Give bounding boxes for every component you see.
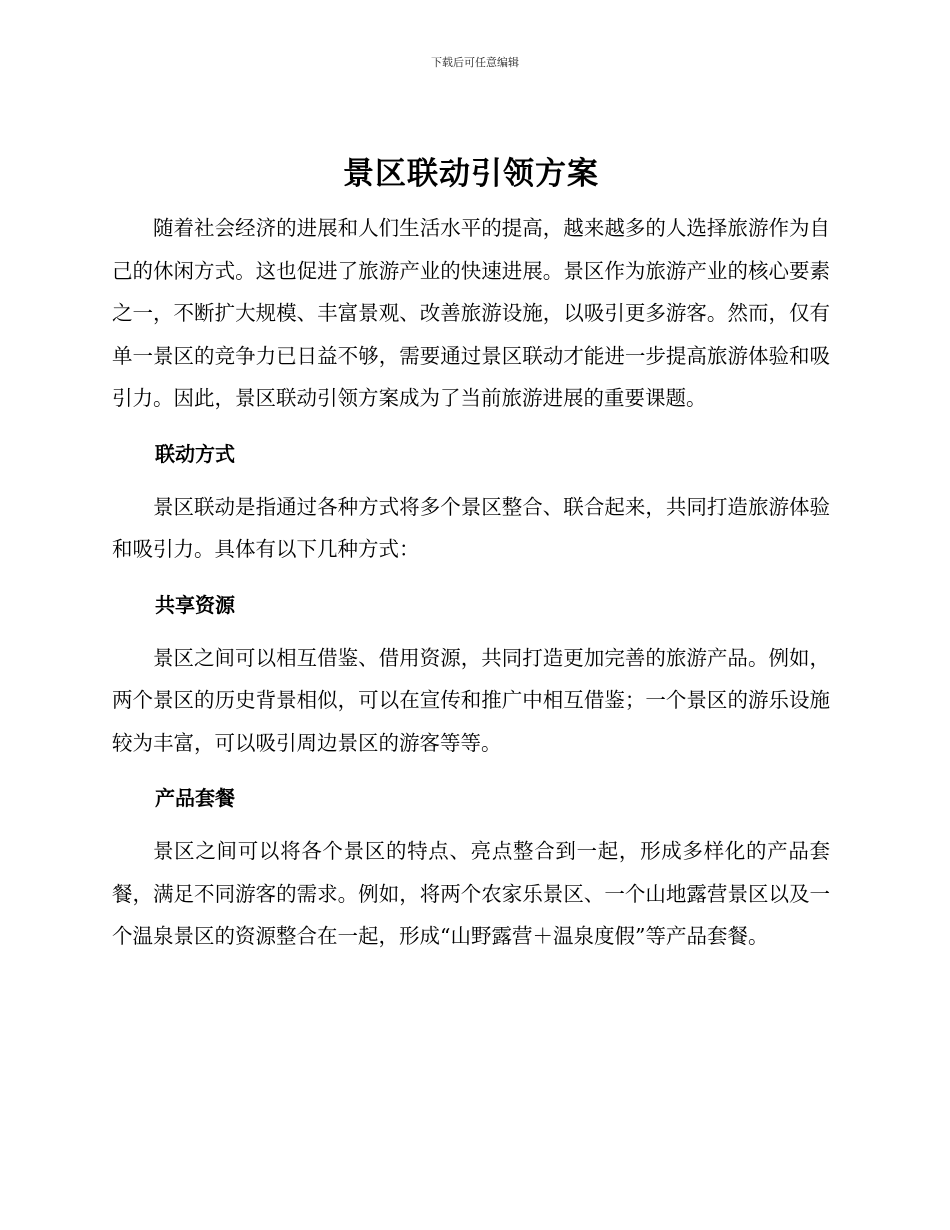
section-heading-shared-resources: 共享资源 bbox=[155, 592, 235, 617]
section-paragraph-linkage-methods: 景区联动是指通过各种方式将多个景区整合、联合起来，共同打造旅游体验和吸引力。具体有以下几种方式： bbox=[112, 494, 830, 561]
section-paragraph-shared-resources: 景区之间可以相互借鉴、借用资源，共同打造更加完善的旅游产品。例如，两个景区的历史背景相似，可以在宣传和推广中相互借鉴；一个景区的游乐设施较为丰富，可以吸引周边景区的游客等等。 bbox=[112, 645, 830, 755]
section-paragraph-product-packages: 景区之间可以将各个景区的特点、亮点整合到一起，形成多样化的产品套餐，满足不同游客的需求。例如，将两个农家乐景区、一个山地露营景区以及一个温泉景区的资源整合在一起，形成“山野露营＋温泉度假”等产品套餐。 bbox=[112, 839, 830, 948]
page-header-note: 下载后可任意编辑 bbox=[431, 56, 519, 69]
section-heading-product-packages: 产品套餐 bbox=[155, 786, 235, 810]
document-title: 景区联动引领方案 bbox=[343, 156, 599, 192]
section-heading-linkage-methods: 联动方式 bbox=[155, 441, 235, 466]
intro-paragraph: 随着社会经济的进展和人们生活水平的提高，越来越多的人选择旅游作为自己的休闲方式。这也促进了旅游产业的快速进展。景区作为旅游产业的核心要素之一，不断扩大规模、丰富景观、改善旅游设施，以吸引更多游客。然而，仅有单一景区的竞争力已日益不够，需要通过景区联动才能进一步提高旅游体验和吸引力。因此，景区联动引领方案成为了当前旅游进展的重要课题。 bbox=[112, 216, 830, 410]
document-body bbox=[112, 148, 830, 958]
